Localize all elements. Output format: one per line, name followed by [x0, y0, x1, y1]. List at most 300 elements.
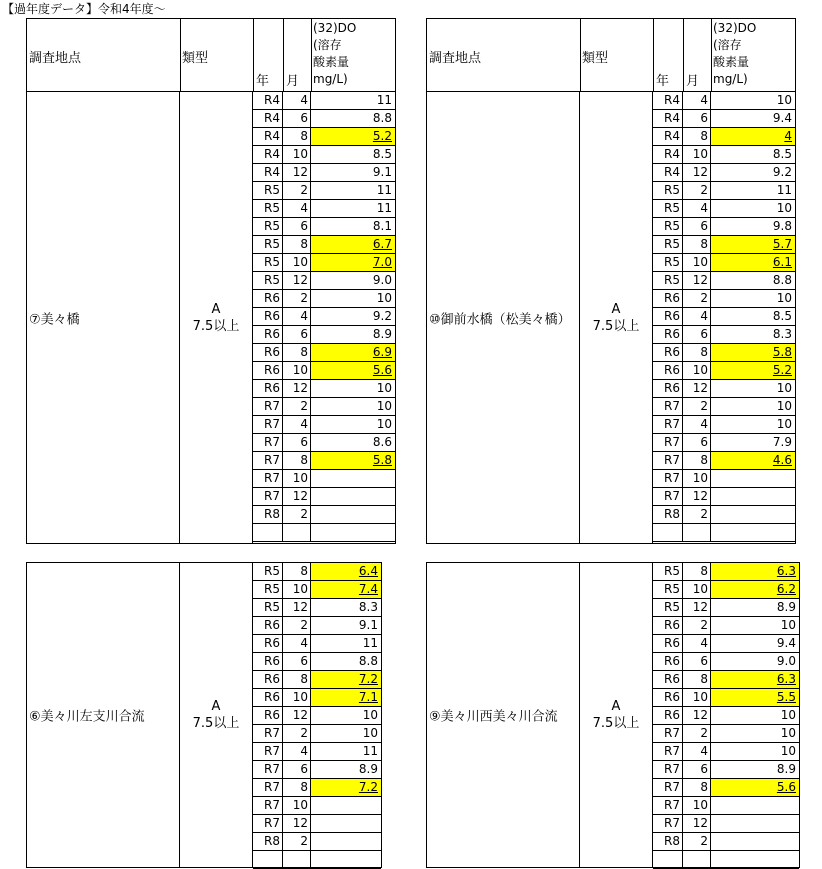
month-cell: 2 — [283, 398, 311, 415]
year-cell: R6 — [653, 689, 683, 706]
year-cell: R7 — [653, 470, 683, 487]
do-value-cell — [711, 488, 795, 505]
do-value-cell: 8.8 — [772, 273, 792, 287]
do-value-cell: 10 — [776, 291, 792, 305]
month-cell: 8 — [683, 128, 711, 145]
type-cell — [580, 563, 653, 867]
year-cell: R8 — [253, 833, 283, 850]
year-cell: R6 — [653, 308, 683, 325]
table-row — [653, 815, 799, 833]
month-cell: 4 — [283, 200, 311, 217]
do-value-cell-below-standard: 5.8 — [711, 344, 795, 361]
year-cell: R6 — [253, 617, 283, 634]
header-type — [580, 19, 654, 91]
type-cell — [180, 92, 253, 543]
year-cell: R6 — [253, 290, 283, 307]
month-cell: 10 — [683, 689, 711, 706]
table-row — [253, 182, 395, 200]
table-row — [653, 707, 799, 725]
table-row — [653, 110, 795, 128]
do-value-cell: 10 — [780, 618, 796, 632]
month-cell: 8 — [683, 563, 711, 580]
year-cell: R6 — [653, 326, 683, 343]
table-row — [253, 707, 381, 725]
table-row — [253, 488, 395, 506]
type-class: A — [211, 699, 221, 714]
table-row — [253, 524, 395, 542]
table-row — [253, 218, 395, 236]
do-value-cell-below-standard: 7.2 — [311, 671, 381, 688]
do-value-cell-below-standard: 6.7 — [311, 236, 395, 253]
do-value-cell-below-standard: 7.1 — [311, 689, 381, 706]
month-cell: 4 — [283, 743, 311, 760]
month-cell: 2 — [683, 398, 711, 415]
type-standard: 7.5以上 — [592, 716, 640, 731]
type-class: A — [611, 301, 621, 317]
do-value-cell: 9.2 — [372, 309, 392, 323]
table-station-10 — [426, 18, 796, 544]
month-cell — [283, 851, 311, 868]
do-value-cell: 10 — [780, 726, 796, 740]
table-row — [253, 110, 395, 128]
month-cell: 6 — [683, 110, 711, 127]
year-cell: R4 — [253, 164, 283, 181]
table-row — [253, 599, 381, 617]
table-row — [653, 599, 799, 617]
do-value-cell-below-standard: 7.4 — [311, 581, 381, 598]
type-standard: 7.5以上 — [592, 318, 640, 334]
do-value-cell: 8.6 — [372, 435, 392, 449]
table-row — [253, 308, 395, 326]
do-value-cell: 8.3 — [772, 327, 792, 341]
year-cell: R7 — [253, 416, 283, 433]
table-row — [253, 725, 381, 743]
year-cell — [253, 524, 283, 541]
month-cell: 12 — [683, 815, 711, 832]
table-row — [653, 200, 795, 218]
year-cell: R7 — [253, 434, 283, 451]
year-cell: R7 — [253, 815, 283, 832]
do-value-cell: 10 — [780, 744, 796, 758]
table-row — [253, 779, 381, 797]
year-cell: R6 — [653, 617, 683, 634]
header-do-line1: (32)DO — [313, 21, 357, 35]
do-value-cell: 9.4 — [776, 636, 796, 650]
do-value-cell-below-standard: 5.2 — [711, 362, 795, 379]
do-value-cell: 11 — [376, 201, 392, 215]
do-value-cell: 10 — [776, 417, 792, 431]
year-cell: R5 — [253, 254, 283, 271]
year-cell: R4 — [653, 164, 683, 181]
month-cell: 10 — [683, 254, 711, 271]
do-value-cell: 7.9 — [772, 435, 792, 449]
table-row — [253, 344, 395, 362]
table-row — [653, 344, 795, 362]
table-row — [253, 671, 381, 689]
do-value-cell: 8.5 — [772, 309, 792, 323]
month-cell: 2 — [683, 833, 711, 850]
month-cell: 12 — [683, 164, 711, 181]
do-value-cell — [311, 851, 381, 868]
site-cell — [427, 92, 580, 543]
year-cell: R6 — [253, 653, 283, 670]
header-site-label: 調査地点 — [429, 51, 482, 66]
year-cell: R6 — [653, 290, 683, 307]
month-cell: 4 — [683, 635, 711, 652]
year-cell: R7 — [253, 761, 283, 778]
do-value-cell: 9.8 — [772, 219, 792, 233]
month-cell: 10 — [283, 254, 311, 271]
month-cell: 8 — [683, 671, 711, 688]
month-cell: 6 — [283, 218, 311, 235]
table-row — [253, 833, 381, 851]
do-value-cell: 9.2 — [772, 165, 792, 179]
data-rows — [253, 92, 395, 543]
do-value-cell-below-standard: 6.1 — [711, 254, 795, 271]
year-cell: R5 — [653, 236, 683, 253]
month-cell: 8 — [283, 671, 311, 688]
year-cell: R7 — [653, 743, 683, 760]
year-cell: R7 — [253, 743, 283, 760]
month-cell: 2 — [283, 290, 311, 307]
month-cell: 6 — [283, 653, 311, 670]
table-row — [653, 182, 795, 200]
do-value-cell-below-standard: 6.2 — [711, 581, 799, 598]
table-row — [653, 362, 795, 380]
header-do-line4: mg/L) — [313, 72, 348, 86]
do-value-cell — [711, 506, 795, 523]
header-type-label: 類型 — [182, 51, 209, 66]
table-row — [653, 797, 799, 815]
year-cell: R7 — [253, 797, 283, 814]
do-value-cell: 10 — [776, 93, 792, 107]
month-cell: 8 — [283, 236, 311, 253]
month-cell: 12 — [283, 707, 311, 724]
month-cell: 12 — [683, 707, 711, 724]
table-row — [653, 218, 795, 236]
year-cell: R6 — [253, 344, 283, 361]
year-cell: R7 — [653, 434, 683, 451]
do-value-cell: 11 — [376, 183, 392, 197]
do-value-cell: 8.5 — [772, 147, 792, 161]
year-cell — [253, 851, 283, 868]
year-cell: R4 — [253, 92, 283, 109]
year-cell: R6 — [253, 380, 283, 397]
page-title: 【過年度データ】令和4年度～ — [2, 2, 166, 16]
do-value-cell-below-standard: 6.4 — [311, 563, 381, 580]
year-cell — [653, 851, 683, 868]
year-cell: R5 — [653, 254, 683, 271]
do-value-cell: 10 — [780, 708, 796, 722]
header-type-label: 類型 — [582, 51, 609, 66]
year-cell: R6 — [253, 635, 283, 652]
year-cell: R6 — [653, 671, 683, 688]
year-cell: R6 — [253, 362, 283, 379]
table-row — [253, 236, 395, 254]
year-cell: R5 — [253, 200, 283, 217]
year-cell: R5 — [253, 581, 283, 598]
table-row — [253, 416, 395, 434]
table-row — [653, 146, 795, 164]
year-cell: R7 — [253, 779, 283, 796]
do-value-cell: 10 — [376, 417, 392, 431]
do-value-cell — [311, 488, 395, 505]
year-cell: R7 — [653, 779, 683, 796]
year-cell: R6 — [253, 689, 283, 706]
month-cell: 6 — [683, 761, 711, 778]
table-row — [653, 725, 799, 743]
year-cell: R5 — [653, 182, 683, 199]
table-header — [427, 19, 795, 92]
year-cell — [653, 524, 683, 541]
do-value-cell: 8.9 — [776, 600, 796, 614]
month-cell: 2 — [683, 290, 711, 307]
year-cell: R7 — [253, 470, 283, 487]
month-cell: 10 — [283, 146, 311, 163]
table-row — [653, 434, 795, 452]
month-cell: 8 — [283, 563, 311, 580]
header-month — [683, 19, 712, 91]
table-row — [253, 581, 381, 599]
month-cell — [683, 851, 711, 868]
table-row — [253, 470, 395, 488]
do-value-cell: 8.9 — [776, 762, 796, 776]
header-site — [427, 19, 581, 91]
do-value-cell: 10 — [776, 399, 792, 413]
month-cell: 4 — [283, 635, 311, 652]
month-cell: 8 — [283, 128, 311, 145]
site-name: ⑩御前水橋（松美々橋） — [429, 312, 571, 327]
month-cell: 8 — [283, 779, 311, 796]
table-row — [653, 635, 799, 653]
table-station-6 — [26, 562, 382, 868]
table-row — [653, 326, 795, 344]
month-cell: 6 — [283, 110, 311, 127]
do-value-cell — [311, 506, 395, 523]
table-row — [253, 434, 395, 452]
header-do — [311, 19, 395, 91]
month-cell: 10 — [283, 470, 311, 487]
do-value-cell: 9.1 — [372, 165, 392, 179]
month-cell: 6 — [683, 218, 711, 235]
do-value-cell: 11 — [776, 183, 792, 197]
month-cell: 12 — [283, 380, 311, 397]
do-value-cell — [711, 470, 795, 487]
month-cell: 4 — [683, 308, 711, 325]
year-cell: R6 — [653, 707, 683, 724]
table-row — [653, 254, 795, 272]
year-cell: R4 — [253, 146, 283, 163]
year-cell: R4 — [653, 92, 683, 109]
month-cell — [283, 524, 311, 541]
do-value-cell: 9.0 — [372, 273, 392, 287]
year-cell: R4 — [653, 146, 683, 163]
do-value-cell — [711, 524, 795, 541]
table-row — [653, 272, 795, 290]
year-cell: R6 — [653, 362, 683, 379]
month-cell: 4 — [283, 92, 311, 109]
do-value-cell-below-standard: 4.6 — [711, 452, 795, 469]
month-cell: 12 — [283, 272, 311, 289]
do-value-cell: 10 — [776, 201, 792, 215]
header-site-label: 調査地点 — [29, 51, 82, 66]
do-value-cell: 8.1 — [372, 219, 392, 233]
year-cell: R6 — [653, 344, 683, 361]
do-value-cell: 10 — [376, 381, 392, 395]
table-row — [653, 743, 799, 761]
year-cell: R4 — [653, 110, 683, 127]
type-class: A — [611, 699, 621, 714]
month-cell: 12 — [683, 488, 711, 505]
table-row — [253, 617, 381, 635]
table-row — [653, 92, 795, 110]
do-value-cell-below-standard: 5.8 — [311, 452, 395, 469]
do-value-cell-below-standard: 5.6 — [711, 779, 799, 796]
month-cell: 8 — [283, 344, 311, 361]
do-value-cell: 10 — [362, 708, 378, 722]
month-cell: 6 — [683, 653, 711, 670]
do-value-cell-below-standard: 6.3 — [711, 671, 799, 688]
month-cell: 4 — [683, 743, 711, 760]
year-cell: R6 — [253, 326, 283, 343]
year-cell: R6 — [253, 671, 283, 688]
table-row — [653, 779, 799, 797]
year-cell: R5 — [253, 182, 283, 199]
table-row — [253, 272, 395, 290]
table-row — [253, 290, 395, 308]
table-row — [653, 416, 795, 434]
table-row — [653, 380, 795, 398]
month-cell: 6 — [683, 434, 711, 451]
month-cell: 12 — [683, 599, 711, 616]
month-cell: 12 — [283, 488, 311, 505]
table-row — [653, 452, 795, 470]
site-cell — [27, 563, 180, 867]
year-cell: R7 — [253, 488, 283, 505]
table-row — [253, 797, 381, 815]
month-cell: 4 — [283, 308, 311, 325]
do-value-cell-below-standard: 7.2 — [311, 779, 381, 796]
month-cell: 2 — [683, 506, 711, 523]
do-value-cell — [711, 815, 799, 832]
month-cell: 8 — [683, 344, 711, 361]
table-row — [253, 92, 395, 110]
year-cell: R8 — [653, 506, 683, 523]
do-value-cell: 8.8 — [372, 111, 392, 125]
do-value-cell: 8.8 — [358, 654, 378, 668]
header-year-label: 年 — [256, 74, 270, 89]
do-value-cell-below-standard: 6.9 — [311, 344, 395, 361]
table-station-9 — [426, 562, 800, 868]
table-row — [253, 506, 395, 524]
header-do-line2: (溶存 — [313, 38, 342, 52]
header-do-line3: 酸素量 — [713, 55, 750, 69]
table-row — [653, 653, 799, 671]
month-cell: 2 — [683, 725, 711, 742]
month-cell: 8 — [683, 779, 711, 796]
table-row — [653, 524, 795, 542]
month-cell: 6 — [283, 434, 311, 451]
type-class: A — [211, 301, 221, 317]
do-value-cell — [311, 470, 395, 487]
do-value-cell: 10 — [362, 726, 378, 740]
do-value-cell — [711, 797, 799, 814]
do-value-cell-below-standard: 4 — [711, 128, 795, 145]
month-cell: 10 — [683, 362, 711, 379]
table-row — [253, 815, 381, 833]
do-value-cell: 9.0 — [776, 654, 796, 668]
month-cell: 10 — [283, 362, 311, 379]
month-cell: 8 — [283, 452, 311, 469]
month-cell: 10 — [683, 797, 711, 814]
type-cell — [580, 92, 653, 543]
table-row — [253, 200, 395, 218]
table-row — [253, 452, 395, 470]
year-cell: R4 — [253, 110, 283, 127]
month-cell: 10 — [683, 581, 711, 598]
do-value-cell: 11 — [362, 636, 378, 650]
month-cell: 12 — [283, 164, 311, 181]
table-row — [653, 308, 795, 326]
table-row — [253, 761, 381, 779]
month-cell: 4 — [683, 92, 711, 109]
month-cell: 4 — [683, 416, 711, 433]
year-cell: R7 — [253, 452, 283, 469]
year-cell: R5 — [253, 236, 283, 253]
month-cell: 2 — [683, 182, 711, 199]
table-row — [253, 164, 395, 182]
site-name: ⑥美々川左支川合流 — [29, 709, 145, 725]
do-value-cell — [311, 815, 381, 832]
table-row — [653, 761, 799, 779]
month-cell: 2 — [283, 833, 311, 850]
table-row — [653, 581, 799, 599]
year-cell: R5 — [253, 272, 283, 289]
year-cell: R5 — [653, 218, 683, 235]
site-cell — [427, 563, 580, 867]
year-cell: R7 — [653, 398, 683, 415]
year-cell: R4 — [253, 128, 283, 145]
year-cell: R7 — [653, 416, 683, 433]
year-cell: R5 — [253, 563, 283, 580]
month-cell: 8 — [683, 452, 711, 469]
month-cell: 6 — [283, 761, 311, 778]
do-value-cell-below-standard: 5.7 — [711, 236, 795, 253]
table-station-7 — [26, 18, 396, 544]
table-row — [653, 563, 799, 581]
year-cell: R5 — [653, 581, 683, 598]
table-row — [653, 488, 795, 506]
do-value-cell: 8.9 — [358, 762, 378, 776]
month-cell: 10 — [283, 689, 311, 706]
year-cell: R7 — [653, 488, 683, 505]
table-row — [653, 689, 799, 707]
table-row — [253, 635, 381, 653]
header-do-line4: mg/L) — [713, 72, 748, 86]
table-row — [653, 671, 799, 689]
table-row — [253, 743, 381, 761]
month-cell: 8 — [683, 236, 711, 253]
year-cell: R6 — [253, 308, 283, 325]
table-row — [653, 851, 799, 869]
do-value-cell: 11 — [362, 744, 378, 758]
table-row — [253, 398, 395, 416]
header-type — [180, 19, 254, 91]
do-value-cell-below-standard: 6.3 — [711, 563, 799, 580]
month-cell: 12 — [283, 599, 311, 616]
do-value-cell-below-standard: 5.2 — [311, 128, 395, 145]
month-cell: 2 — [283, 725, 311, 742]
